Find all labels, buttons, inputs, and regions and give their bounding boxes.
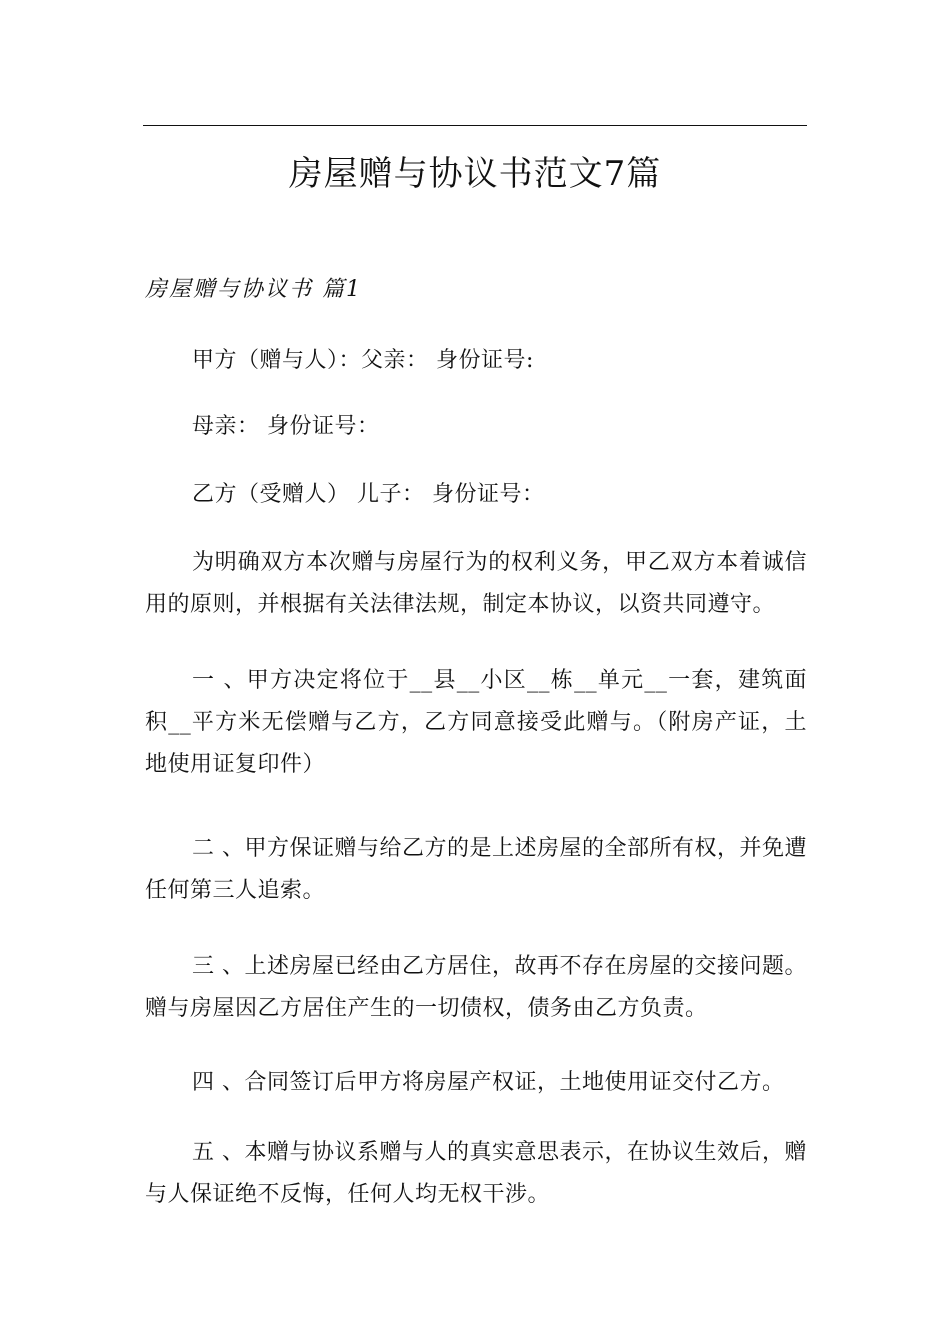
party-b-line: 乙方（受赠人） 儿子： 身份证号： xyxy=(192,482,545,507)
clause-5: 五 、本赠与协议系赠与人的真实意思表示，在协议生效后，赠与人保证绝不反悔，任何人均无权干涉。 xyxy=(145,1140,807,1207)
clause-2: 二 、甲方保证赠与给乙方的是上述房屋的全部所有权，并免遭任何第三人追索。 xyxy=(145,836,807,903)
clause-3: 三 、上述房屋已经由乙方居住，故再不存在房屋的交接问题。赠与房屋因乙方居住产生的一切债权，债务由乙方负责。 xyxy=(145,954,807,1021)
section-heading: 房屋赠与协议书 篇1 xyxy=(145,277,362,302)
party-a-mother-line: 母亲： 身份证号： xyxy=(192,414,380,439)
party-a-father-line: 甲方（赠与人）：父亲： 身份证号: xyxy=(192,348,534,373)
clause-1: 一 、甲方决定将位于__县__小区__栋__单元__一套，建筑面积__平方米无偿赠与乙方，乙方同意接受此赠与。（附房产证，土地使用证复印件） xyxy=(145,668,807,777)
preamble-paragraph: 为明确双方本次赠与房屋行为的权利义务，甲乙双方本着诚信用的原则，并根据有关法律法规，制定本协议，以资共同遵守。 xyxy=(145,550,807,617)
document-title: 房屋赠与协议书范文7篇 xyxy=(288,154,662,194)
header-rule xyxy=(143,125,807,126)
clause-4: 四 、合同签订后甲方将房屋产权证，土地使用证交付乙方。 xyxy=(192,1070,785,1095)
